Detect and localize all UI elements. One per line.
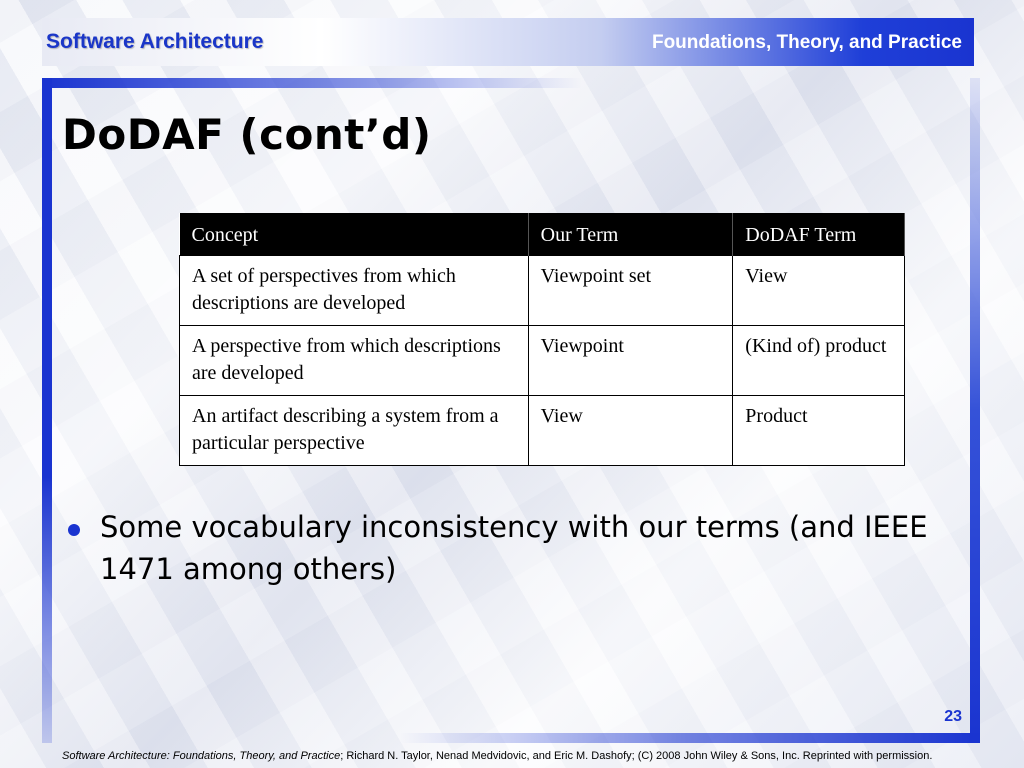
- header-right-title: Foundations, Theory, and Practice: [651, 32, 962, 53]
- table-cell-our-term: Viewpoint: [528, 326, 733, 396]
- table-header-row: [180, 213, 905, 256]
- frame-right-bar: [970, 78, 980, 743]
- frame-bottom-bar: [400, 733, 980, 743]
- table-cell-concept: A set of perspectives from which descriptions are developed: [180, 256, 529, 326]
- footer-citation: [62, 750, 992, 762]
- column-header-concept: Concept: [180, 213, 529, 256]
- header-left-title: Software Architecture: [46, 30, 264, 53]
- table-cell-our-term: View: [528, 396, 733, 466]
- bullet-dot-icon: [68, 524, 80, 536]
- table-cell-dodaf-term: (Kind of) product: [733, 326, 905, 396]
- column-header-our-term: Our Term: [528, 213, 733, 256]
- table-cell-our-term: Viewpoint set: [528, 256, 733, 326]
- slide-title: DoDAF (cont’d): [62, 110, 432, 159]
- terminology-table: [179, 213, 905, 466]
- table-cell-dodaf-term: Product: [733, 396, 905, 466]
- frame-left-bar: [42, 78, 52, 743]
- column-header-dodaf-term: DoDAF Term: [733, 213, 905, 256]
- table-row: [180, 326, 905, 396]
- table-cell-concept: A perspective from which descriptions are developed: [180, 326, 529, 396]
- page-number: 23: [944, 708, 962, 725]
- bullet-text: Some vocabulary inconsistency with our terms (and IEEE 1471 among others): [100, 510, 928, 586]
- footer-credits: ; Richard N. Taylor, Nenad Medvidovic, and Eric M. Dashofy; (C) 2008 John Wiley & Sons, Inc. Reprinted with permission.: [340, 750, 933, 762]
- table-cell-dodaf-term: View: [733, 256, 905, 326]
- table-cell-concept: An artifact describing a system from a particular perspective: [180, 396, 529, 466]
- table-row: [180, 256, 905, 326]
- footer-book-title: Software Architecture: Foundations, Theory, and Practice: [62, 750, 341, 762]
- table-row: [180, 396, 905, 466]
- frame-top-bar: [42, 78, 582, 88]
